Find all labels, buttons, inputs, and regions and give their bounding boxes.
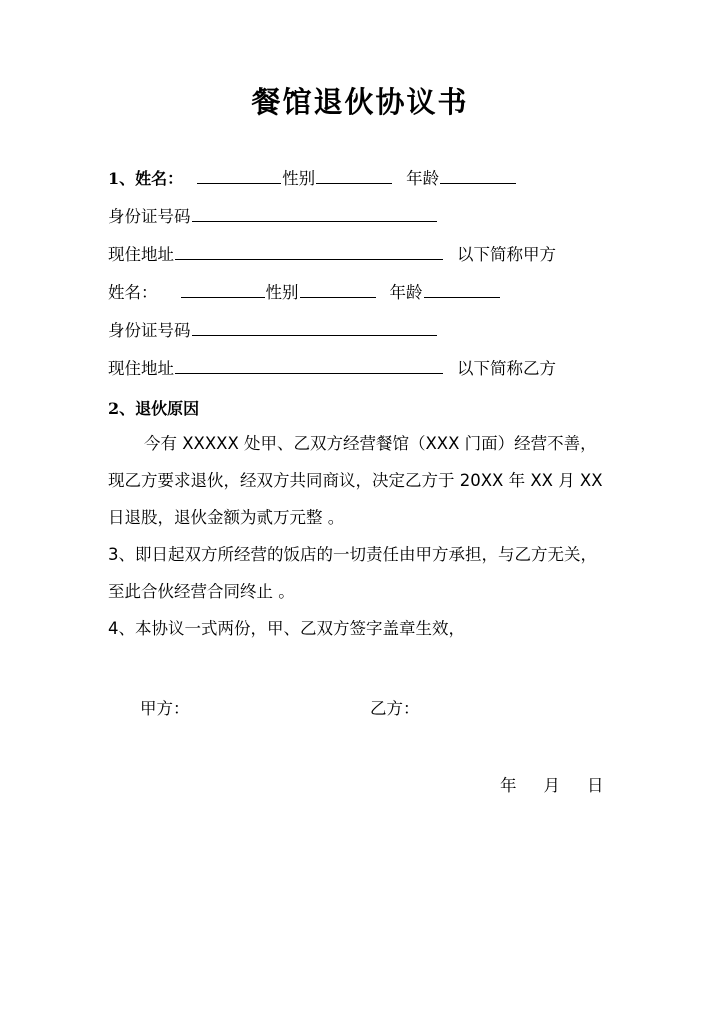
clause-4-line-1: 4、本协议一式两份，甲、乙双方签字盖章生效， — [108, 619, 465, 638]
party-a-age-blank[interactable] — [440, 168, 516, 184]
party-b-address-label: 现住地址 — [108, 359, 174, 378]
party-a-gender-label: 性别 — [282, 169, 316, 188]
clause-3-line-1: 3、即日起双方所经营的饭店的一切责任由甲方承担，与乙方无关， — [108, 545, 597, 564]
party-b-address-line — [108, 358, 556, 380]
party-a-id-blank[interactable] — [192, 206, 437, 222]
party-b-gender-blank[interactable] — [300, 282, 376, 298]
party-b-alias: 以下简称乙方 — [457, 359, 556, 378]
date-year-label[interactable]: 年 — [500, 776, 518, 795]
party-b-id-label: 身份证号码 — [108, 321, 191, 340]
party-a-name-blank[interactable] — [197, 168, 281, 184]
party-a-id-line — [108, 206, 438, 228]
party-b-name-line — [108, 282, 501, 304]
party-b-age-label: 年龄 — [389, 283, 423, 302]
party-a-address-blank[interactable] — [175, 244, 443, 260]
party-a-address-line — [108, 244, 556, 266]
party-b-age-blank[interactable] — [424, 282, 500, 298]
party-b-gender-label: 性别 — [265, 283, 299, 302]
party-a-name-line — [108, 168, 517, 190]
date-month-label[interactable]: 月 — [543, 776, 561, 795]
date-day-label[interactable]: 日 — [587, 776, 605, 795]
party-a-name-label: 1、姓名： — [108, 169, 184, 188]
party-b-address-blank[interactable] — [175, 358, 443, 374]
page-title: 餐馆退伙协议书 — [251, 85, 469, 119]
signature-party-a-label[interactable]: 甲方： — [140, 699, 190, 718]
party-a-gender-blank[interactable] — [316, 168, 392, 184]
party-b-name-label: 姓名： — [108, 283, 158, 302]
signature-row — [140, 695, 420, 719]
party-a-age-label: 年龄 — [406, 169, 440, 188]
clause-3-line-2: 至此合伙经营合同终止 。 — [108, 582, 295, 601]
clause-2-heading: 2、退伙原因 — [108, 399, 200, 418]
signature-date-row — [500, 772, 605, 796]
party-a-address-label: 现住地址 — [108, 245, 174, 264]
party-b-id-line — [108, 320, 438, 342]
party-b-id-blank[interactable] — [192, 320, 437, 336]
clause-2-line-3: 日退股，退伙金额为贰万元整 。 — [108, 508, 345, 527]
party-a-id-label: 身份证号码 — [108, 207, 191, 226]
clause-2-line-2: 现乙方要求退伙，经双方共同商议，决定乙方于 20XX 年 XX 月 XX — [108, 471, 603, 490]
party-a-alias: 以下简称甲方 — [457, 245, 556, 264]
signature-party-b-label[interactable]: 乙方： — [370, 699, 420, 718]
clause-2-line-1: 今有 XXXXX 处甲、乙双方经营餐馆（XXX 门面）经营不善， — [144, 434, 597, 453]
party-b-name-blank[interactable] — [181, 282, 265, 298]
